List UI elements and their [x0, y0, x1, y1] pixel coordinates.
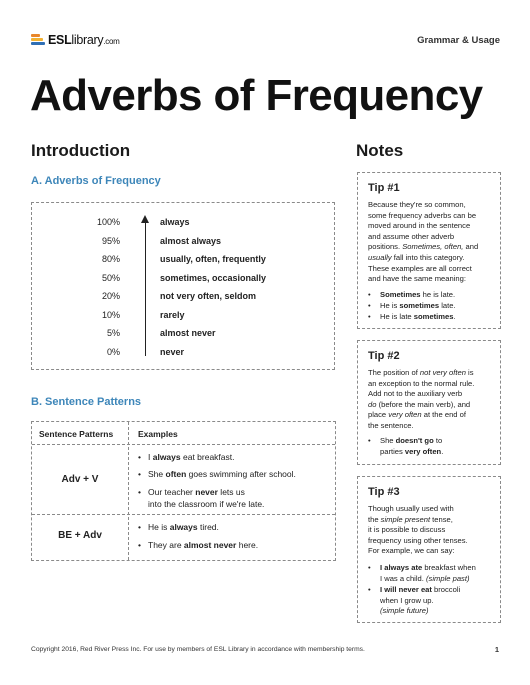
frequency-percent: 0% — [106, 346, 120, 357]
introduction-heading: Introduction — [31, 141, 131, 160]
section-b-heading: B. Sentence Patterns — [31, 396, 142, 408]
tip-1-box: Tip #1 Because they're so common, some frequency adverbs can be moved around in the sentence and assume other adverb positions. Sometimes, often, and usually fall into this category. These examples are all correct and have the same meaning: • Sometimes he is late. • He is sometimes late. • He is late sometimes. — [357, 172, 501, 329]
frequency-row — [32, 347, 334, 361]
tip-text: Because they're so common, some frequency adverbs can be moved around in the sentence and assume other adverb positions. Sometimes, often, and usually fall into this category. These examples are all correct and have the same meaning: — [368, 200, 479, 284]
frequency-adverb: not very often, seldom — [160, 291, 257, 301]
frequency-percent: 5% — [106, 328, 120, 338]
logo-mark-icon — [31, 34, 45, 46]
tip-title: Tip #1 — [368, 182, 400, 194]
example-item: • Our teacher never lets us into the classroom if we're late. — [138, 487, 265, 509]
column-header-patterns: Sentence Patterns — [39, 429, 114, 439]
frequency-adverb: rarely — [160, 309, 185, 320]
frequency-percent: 50% — [101, 272, 120, 283]
frequency-percent: 95% — [101, 235, 120, 246]
frequency-row — [32, 236, 334, 250]
tip-title: Tip #2 — [368, 350, 400, 362]
tip-text: The position of not very often is an exception to the normal rule. Add not to the auxiliary verb do (before the main verb), and place very often at the end of the sentence. — [368, 368, 475, 430]
page-title: Adverbs of Frequency — [30, 71, 483, 120]
copyright-footer: Copyright 2016, Red River Press Inc. For use by members of ESL Library in accordance with membership terms. — [31, 646, 365, 653]
example-item: • I always eat breakfast. — [138, 452, 235, 462]
example-item: • They are almost never here. — [138, 540, 259, 550]
frequency-row — [32, 291, 334, 305]
frequency-adverb: sometimes, occasionally — [160, 272, 267, 283]
category-label: Grammar & Usage — [417, 35, 500, 46]
frequency-row — [32, 273, 334, 287]
frequency-box — [31, 202, 335, 370]
tip-text: Though usually used with the simple present tense, it is possible to discuss frequency using other tenses. For example, we can say: — [368, 504, 468, 556]
pattern-label: BE + Adv — [58, 530, 102, 541]
tip-2-box: Tip #2 The position of not very often is an exception to the normal rule. Add not to the auxiliary verb do (before the main verb), and place very often at the end of the sentence. • She doesn't go to parties very often. — [357, 340, 501, 465]
logo-text: ESLlibrary.com — [48, 33, 120, 47]
frequency-row — [32, 217, 334, 231]
frequency-adverb: almost never — [160, 328, 216, 338]
tip-3-box: Tip #3 Though usually used with the simple present tense, it is possible to discuss frequency using other tenses. For example, we can say: • I always ate breakfast when I was a child. (simple past) • I will never eat broccoli when I grow up. (simple future) — [357, 476, 501, 623]
page-number: 1 — [494, 645, 499, 654]
frequency-percent: 10% — [101, 309, 120, 320]
section-a-heading: A. Adverbs of Frequency — [31, 175, 161, 187]
column-header-examples: Examples — [138, 429, 178, 439]
frequency-adverb: always — [160, 217, 190, 227]
notes-heading: Notes — [356, 141, 404, 160]
sentence-patterns-table — [31, 421, 336, 561]
frequency-adverb: never — [160, 346, 185, 357]
frequency-percent: 20% — [101, 291, 120, 301]
tip-title: Tip #3 — [368, 486, 400, 498]
frequency-adverb: almost always — [160, 235, 222, 246]
example-item: • She often goes swimming after school. — [138, 469, 296, 479]
frequency-percent: 100% — [96, 217, 120, 227]
example-item: • He is always tired. — [138, 522, 219, 532]
frequency-row — [32, 328, 334, 342]
pattern-label: Adv + V — [61, 474, 99, 485]
frequency-adverb: usually, often, frequently — [160, 254, 266, 264]
frequency-row — [32, 254, 334, 268]
frequency-percent: 80% — [101, 254, 120, 264]
frequency-row — [32, 310, 334, 324]
logo — [31, 31, 120, 49]
